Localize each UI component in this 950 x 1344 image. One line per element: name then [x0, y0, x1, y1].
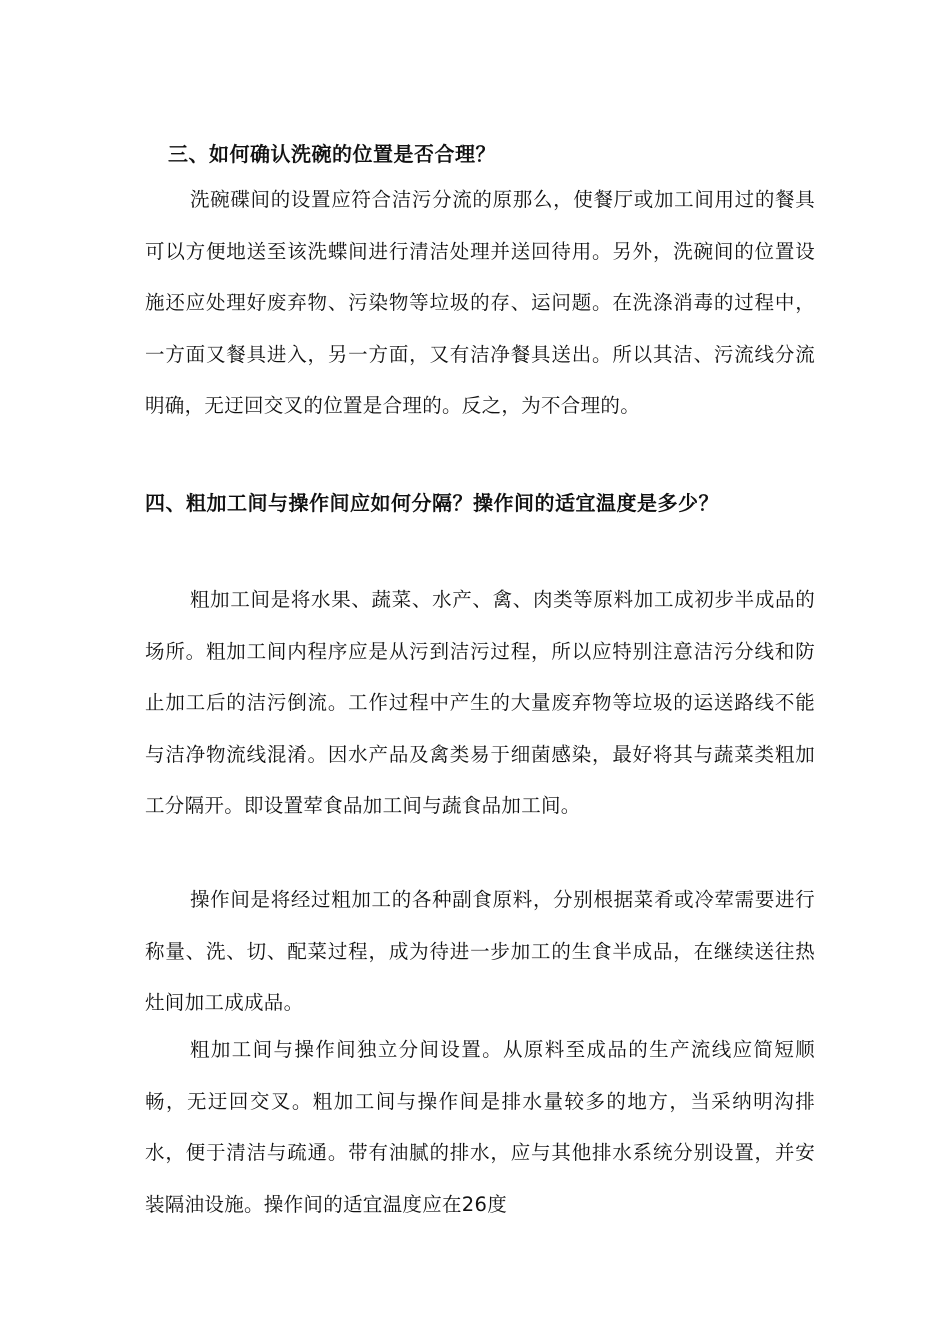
section-3-heading: 三、如何确认洗碗的位置是否合理？ [168, 142, 496, 166]
section-4-heading: 四、粗加工间与操作间应如何分隔？操作间的适宜温度是多少？ [145, 491, 719, 515]
section-3-paragraph: 洗碗碟间的设置应符合洁污分流的原那么，使餐厅或加工间用过的餐具可以方便地送至该洗蝶间进行清洁处理并送回待用。另外，洗碗间的位置设施还应处理好废弃物、污染物等垃圾的存、运问题。在洗涤消毒的过程中，一方面又餐具进入，另一方面，又有洁净餐具送出。所以其洁、污流线分流明确，无迂回交叉的位置是合理的。反之，为不合理的。 [145, 188, 815, 417]
section-4-paragraph-1: 粗加工间是将水果、蔬菜、水产、禽、肉类等原料加工成初步半成品的场所。粗加工间内程序应是从污到洁污过程，所以应特别注意洁污分线和防止加工后的洁污倒流。工作过程中产生的大量废弃物等垃圾的运送路线不能与洁净物流线混淆。因水产品及禽类易于细菌感染，最好将其与蔬菜类粗加工分隔开。即设置荤食品加工间与蔬食品加工间。 [145, 588, 815, 817]
section-4-paragraph-2: 操作间是将经过粗加工的各种副食原料，分别根据菜肴或冷荤需要进行称量、洗、切、配菜过程，成为待进一步加工的生食半成品，在继续送往热灶间加工成成品。 [145, 888, 815, 1014]
section-4-paragraph-3: 粗加工间与操作间独立分间设置。从原料至成品的生产流线应简短顺畅，无迂回交叉。粗加工间与操作间是排水量较多的地方，当采纳明沟排水，便于清洁与疏通。带有油腻的排水，应与其他排水系统分别设置，并安装隔油设施。操作间的适宜温度应在26度 [145, 1038, 815, 1216]
